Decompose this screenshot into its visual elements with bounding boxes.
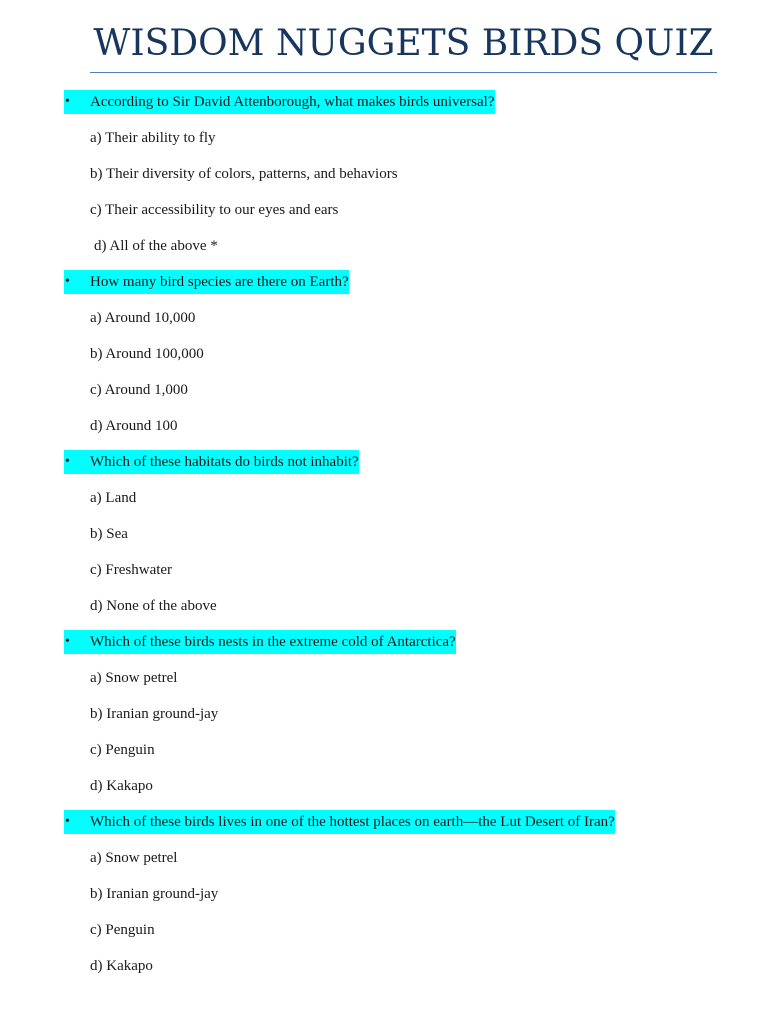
question-2-option-c	[0, 378, 768, 414]
question-2-option-b	[0, 342, 768, 378]
option-text: a) Snow petrel	[90, 670, 178, 686]
bullet-icon: •	[64, 270, 90, 294]
option-text: d) None of the above	[90, 598, 217, 614]
option-text: b) Sea	[90, 526, 128, 542]
question-3	[0, 450, 768, 486]
question-5	[0, 810, 768, 846]
question-3-option-c	[0, 558, 768, 594]
question-4-option-b	[0, 702, 768, 738]
option-text: c) Around 1,000	[90, 382, 188, 398]
page-title: WISDOM NUGGETS BIRDS QUIZ	[93, 23, 714, 64]
question-1-option-a	[0, 126, 768, 162]
quiz-list	[0, 90, 768, 990]
question-text: Which of these birds lives in one of the hottest places on earth—the Lut Desert of Iran?	[90, 810, 615, 834]
option-text: c) Their accessibility to our eyes and ears	[90, 202, 339, 218]
question-5-option-b	[0, 882, 768, 918]
question-text: How many bird species are there on Earth?	[90, 270, 349, 294]
bullet-icon: •	[64, 810, 90, 834]
question-2	[0, 270, 768, 306]
option-text: c) Freshwater	[90, 562, 173, 578]
option-text: d) Kakapo	[90, 958, 153, 974]
option-text: a) Land	[90, 490, 137, 506]
option-text: c) Penguin	[90, 742, 155, 758]
title-underline	[90, 72, 717, 73]
question-4	[0, 630, 768, 666]
question-1-option-c	[0, 198, 768, 234]
option-text: d) Kakapo	[90, 778, 153, 794]
question-2-option-a	[0, 306, 768, 342]
option-text: a) Their ability to fly	[90, 130, 216, 146]
question-3-option-d	[0, 594, 768, 630]
option-text: a) Around 10,000	[90, 310, 196, 326]
question-2-option-d	[0, 414, 768, 450]
question-text: Which of these habitats do birds not inhabit?	[90, 450, 359, 474]
question-text: According to Sir David Attenborough, what makes birds universal?	[90, 90, 495, 114]
question-1-option-b	[0, 162, 768, 198]
bullet-icon: •	[64, 90, 90, 114]
question-4-option-c	[0, 738, 768, 774]
option-text: a) Snow petrel	[90, 850, 178, 866]
question-3-option-b	[0, 522, 768, 558]
question-5-option-a	[0, 846, 768, 882]
question-5-option-d	[0, 954, 768, 990]
option-text: c) Penguin	[90, 922, 155, 938]
question-text: Which of these birds nests in the extreme cold of Antarctica?	[90, 630, 456, 654]
option-text: b) Their diversity of colors, patterns, and behaviors	[90, 166, 398, 182]
option-text: d) Around 100	[90, 418, 178, 434]
question-4-option-d	[0, 774, 768, 810]
option-text: b) Iranian ground-jay	[90, 706, 219, 722]
bullet-icon: •	[64, 630, 90, 654]
option-text: b) Iranian ground-jay	[90, 886, 219, 902]
question-5-option-c	[0, 918, 768, 954]
question-1	[0, 90, 768, 126]
question-3-option-a	[0, 486, 768, 522]
question-4-option-a	[0, 666, 768, 702]
option-text: b) Around 100,000	[90, 346, 204, 362]
question-1-option-d	[0, 234, 768, 270]
bullet-icon: •	[64, 450, 90, 474]
option-text: d) All of the above *	[94, 238, 218, 254]
